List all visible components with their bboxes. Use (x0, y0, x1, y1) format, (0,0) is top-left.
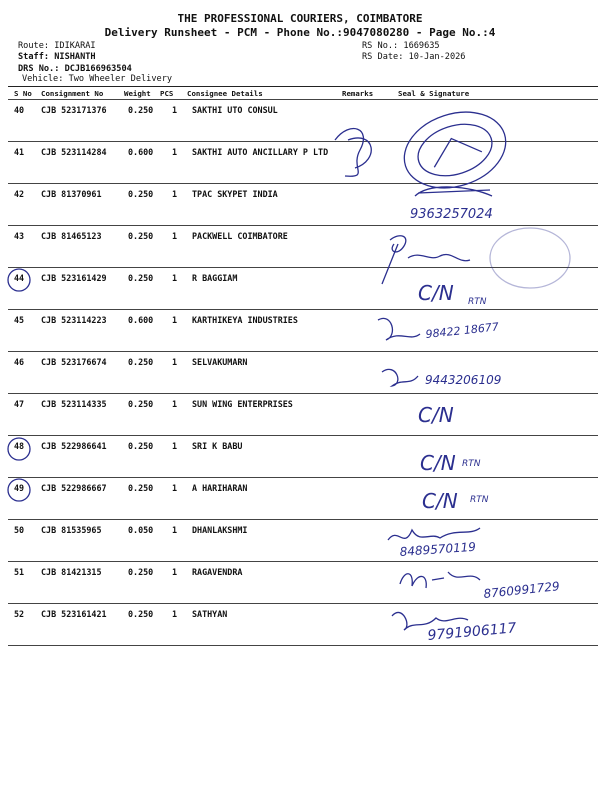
handwritten-phone-45: 98422 18677 (424, 320, 500, 341)
header-rule-top (8, 86, 598, 87)
row-consignee: SAKTHI UTO CONSUL (192, 105, 278, 115)
row-consignment-no: CJB 523161429 (41, 273, 107, 283)
row-separator (8, 141, 598, 142)
row-consignee: SUN WING ENTERPRISES (192, 399, 293, 409)
row-consignment-no: CJB 522986641 (41, 441, 107, 451)
signature-51 (400, 572, 480, 588)
handwritten-rtn-48: RTN (462, 459, 481, 469)
row-consignment-no: CJB 523161421 (41, 609, 107, 619)
row-consignee: R BAGGIAM (192, 273, 238, 283)
row-sno: 47 (14, 399, 25, 409)
row-separator (8, 309, 598, 310)
handwritten-rtn-49: RTN (470, 495, 489, 505)
col-consignment: Consignment No (41, 89, 104, 98)
row-consignment-no: CJB 523114335 (41, 399, 107, 409)
company-title: THE PROFESSIONAL COURIERS, COIMBATORE (177, 12, 423, 25)
row-weight: 0.250 (128, 483, 154, 493)
handwritten-phone-42: 9363257024 (410, 207, 493, 222)
row-sno: 41 (14, 147, 25, 157)
row-consignment-no: CJB 81535965 (41, 525, 102, 535)
row-sno: 42 (14, 189, 25, 199)
col-pcs: PCS (160, 89, 174, 98)
row-pcs: 1 (172, 105, 178, 115)
handwritten-phone-51: 8760991729 (482, 579, 561, 601)
row-consignee: DHANLAKSHMI (192, 525, 248, 535)
signature-42 (415, 187, 492, 196)
staff-label: Staff: NISHANTH (18, 52, 96, 62)
handwritten-phone-50: 8489570119 (399, 539, 477, 559)
handwritten-cn-47: C/N (418, 403, 454, 427)
row-weight: 0.250 (128, 105, 154, 115)
row-sno: 50 (14, 525, 25, 535)
col-weight: Weight (124, 89, 151, 98)
row-pcs: 1 (172, 399, 178, 409)
row-pcs: 1 (172, 525, 178, 535)
drs-number: DRS No.: DCJB166963504 (18, 64, 132, 74)
runsheet-title: Delivery Runsheet - PCM - Phone No.:9047080280 - Page No.:4 (104, 26, 496, 39)
row-pcs: 1 (172, 273, 178, 283)
row-weight: 0.250 (128, 567, 154, 577)
handwritten-cn-49: C/N (422, 489, 458, 513)
row-consignment-no: CJB 523114284 (41, 147, 107, 157)
vehicle-label: Vehicle: Two Wheeler Delivery (22, 74, 173, 84)
company-seal-stamp (394, 100, 515, 201)
row-pcs: 1 (172, 147, 178, 157)
row-sno: 48 (14, 441, 25, 451)
row-weight: 0.600 (128, 147, 154, 157)
header-rule-bottom (8, 99, 598, 100)
row-sno: 52 (14, 609, 25, 619)
row-weight: 0.250 (128, 231, 154, 241)
row-consignee: KARTHIKEYA INDUSTRIES (192, 315, 298, 325)
row-consignment-no: CJB 81421315 (41, 567, 102, 577)
row-consignee: SATHYAN (192, 609, 228, 619)
row-separator (8, 267, 598, 268)
row-weight: 0.250 (128, 441, 154, 451)
row-pcs: 1 (172, 441, 178, 451)
row-weight: 0.250 (128, 189, 154, 199)
handwritten-phone-52: 9791906117 (426, 620, 518, 644)
row-weight: 0.250 (128, 609, 154, 619)
signature-scribble-40 (335, 129, 371, 177)
row-pcs: 1 (172, 189, 178, 199)
handwritten-phone-46: 9443206109 (425, 373, 502, 387)
row-sno: 45 (14, 315, 25, 325)
row-pcs: 1 (172, 231, 178, 241)
signature-43 (382, 236, 470, 284)
row-weight: 0.250 (128, 273, 154, 283)
signature-50 (388, 528, 480, 540)
signature-52 (392, 612, 468, 630)
row-weight: 0.250 (128, 357, 154, 367)
row-pcs: 1 (172, 567, 178, 577)
row-consignment-no: CJB 523176674 (41, 357, 107, 367)
row-consignment-no: CJB 81465123 (41, 231, 102, 241)
row-consignee: TPAC SKYPET INDIA (192, 189, 278, 199)
row-sno: 40 (14, 105, 25, 115)
row-consignee: A HARIHARAN (192, 483, 248, 493)
row-consignment-no: CJB 81370961 (41, 189, 102, 199)
row-separator (8, 519, 598, 520)
col-remarks: Remarks (342, 89, 374, 98)
handwritten-rtn-44: RTN (468, 297, 487, 307)
col-details: Consignee Details (187, 89, 263, 98)
row-consignment-no: CJB 523171376 (41, 105, 107, 115)
handwritten-cn-44: C/N (418, 281, 454, 305)
signature-46 (382, 369, 418, 386)
row-pcs: 1 (172, 357, 178, 367)
row-separator (8, 603, 598, 604)
row-weight: 0.050 (128, 525, 154, 535)
row-consignee: RAGAVENDRA (192, 567, 243, 577)
row-weight: 0.600 (128, 315, 154, 325)
faded-stamp (490, 228, 570, 288)
row-separator (8, 393, 598, 394)
row-pcs: 1 (172, 483, 178, 493)
row-separator (8, 183, 598, 184)
row-sno: 51 (14, 567, 25, 577)
row-separator (8, 645, 598, 646)
rs-number: RS No.: 1669635 (362, 41, 440, 51)
row-separator (8, 225, 598, 226)
row-sno: 46 (14, 357, 25, 367)
row-consignee: SELVAKUMARN (192, 357, 248, 367)
route-label: Route: IDIKARAI (18, 41, 96, 51)
col-seal: Seal & Signature (398, 89, 470, 98)
signature-45 (378, 318, 420, 340)
row-weight: 0.250 (128, 399, 154, 409)
handwritten-cn-48: C/N (420, 451, 456, 475)
row-consignee: SAKTHI AUTO ANCILLARY P LTD (192, 147, 329, 157)
row-consignment-no: CJB 523114223 (41, 315, 107, 325)
row-sno: 49 (14, 483, 25, 493)
row-consignment-no: CJB 522986667 (41, 483, 107, 493)
row-consignee: SRI K BABU (192, 441, 243, 451)
row-sno: 44 (14, 273, 25, 283)
row-sno: 43 (14, 231, 25, 241)
row-pcs: 1 (172, 609, 178, 619)
col-sno: S No (14, 89, 32, 98)
row-separator (8, 351, 598, 352)
row-separator (8, 561, 598, 562)
row-separator (8, 435, 598, 436)
row-consignee: PACKWELL COIMBATORE (192, 231, 288, 241)
row-separator (8, 477, 598, 478)
rs-date: RS Date: 10-Jan-2026 (362, 52, 466, 62)
row-pcs: 1 (172, 315, 178, 325)
